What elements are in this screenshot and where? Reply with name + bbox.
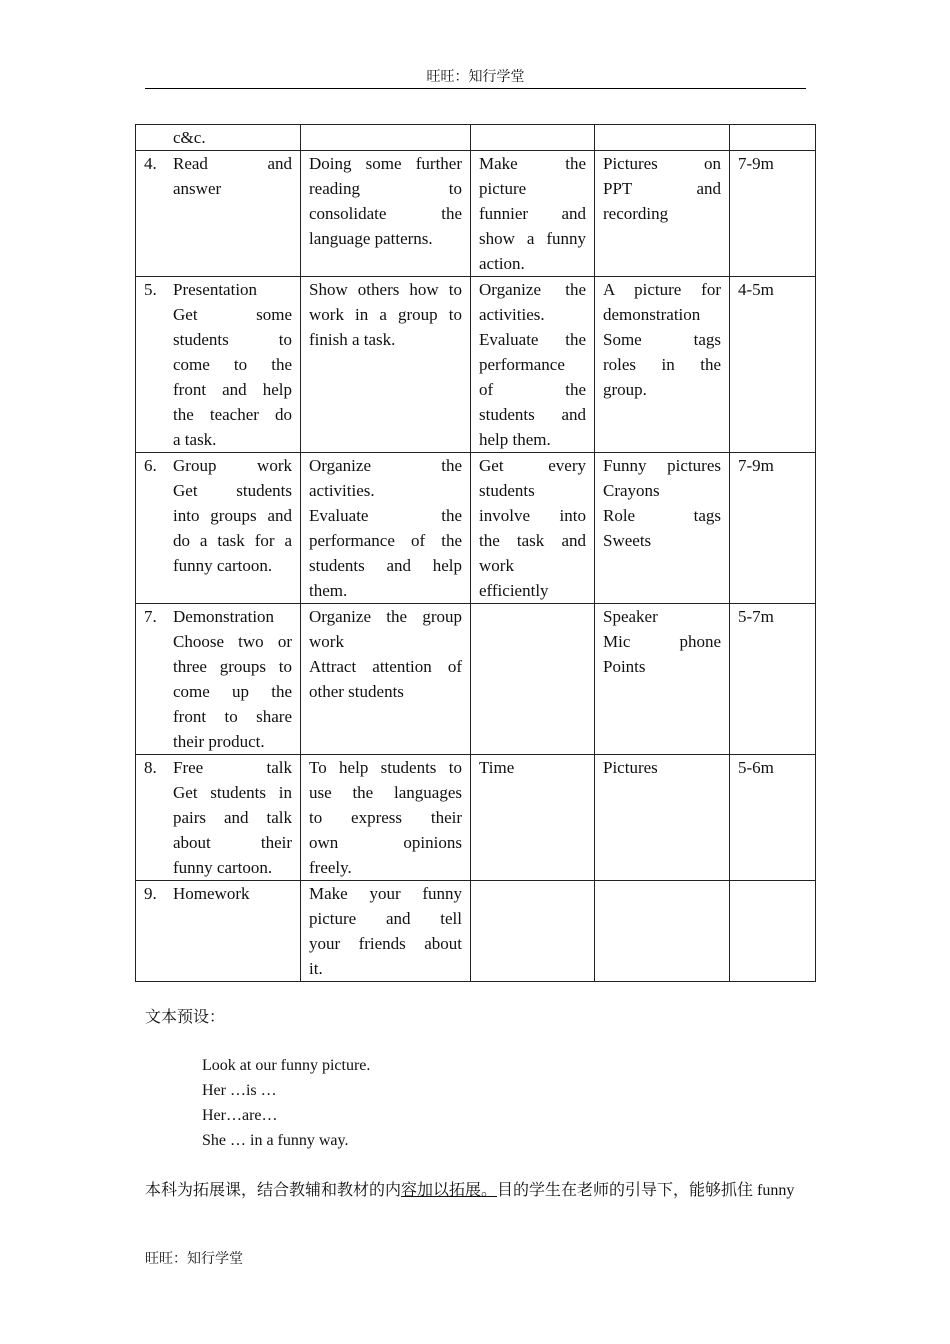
cell-line: Role tags: [603, 506, 721, 525]
cell-line: Evaluate the: [309, 506, 462, 525]
purpose-cell: [471, 277, 595, 453]
cell-line: Free talk: [173, 758, 292, 777]
page-header: 旺旺：知行学堂: [145, 66, 806, 89]
cell-line: pairs and talk: [173, 808, 292, 827]
paragraph-part: 目的学生在老师的引导下，能够抓住 funny: [497, 1182, 795, 1199]
time-cell: 5-7m: [730, 604, 816, 755]
aids-cell: [595, 881, 730, 982]
time-cell: 7-9m: [730, 453, 816, 604]
cell-line: Homework: [173, 884, 250, 903]
cell-line: come up the: [173, 682, 292, 701]
activity-cell: [301, 453, 471, 604]
cell-line: Organize the group: [309, 607, 462, 626]
cell-line: Choose two or: [173, 632, 292, 651]
cell-line: action.: [479, 254, 525, 273]
cell-line: funnier and: [479, 204, 586, 223]
cell-line: Get some: [173, 305, 292, 324]
cell-line: A picture for: [603, 280, 721, 299]
activity-cell: [301, 604, 471, 755]
cell-line: students: [479, 481, 535, 500]
cell-line: Organize the: [309, 456, 462, 475]
table-row: [136, 125, 816, 151]
cell-line: activities.: [309, 481, 375, 500]
cell-line: help them.: [479, 430, 551, 449]
cell-line: roles in the: [603, 355, 721, 374]
time-cell: 4-5m: [730, 277, 816, 453]
cell-line: Doing some further: [309, 154, 462, 173]
step-number: 7.: [144, 607, 157, 626]
table-row: [136, 453, 816, 604]
purpose-cell: [471, 151, 595, 277]
cell-line: a task.: [173, 430, 217, 449]
cell-line: students and help: [309, 556, 462, 575]
body-paragraph: [145, 1177, 807, 1200]
cell-line: Make your funny: [309, 884, 462, 903]
cell-line: use the languages: [309, 783, 462, 802]
aids-cell: [595, 277, 730, 453]
cell-line: work in a group to: [309, 305, 462, 324]
cell-line: Make the: [479, 154, 586, 173]
cell-line: Read and: [173, 154, 292, 173]
cell-line: picture: [479, 179, 527, 198]
cell-line: Pictures on: [603, 154, 721, 173]
cell-line: PPT and: [603, 179, 721, 198]
cell-line: your friends about: [309, 934, 462, 953]
cell-line: work: [309, 632, 344, 651]
cell-line: Presentation: [173, 280, 258, 299]
cell-line: do a task for a: [173, 531, 292, 550]
table-row: [136, 151, 816, 277]
cell-line: reading to: [309, 179, 462, 198]
paragraph-underlined: 容加以拓展。: [401, 1182, 498, 1199]
step-cell: [136, 881, 301, 982]
cell-line: recording: [603, 204, 669, 223]
paragraph-part: 本科为拓展课，结合教辅和教材的内: [145, 1182, 402, 1199]
purpose-cell: [471, 125, 595, 151]
cell-line: group.: [603, 380, 647, 399]
purpose-cell: [471, 755, 595, 881]
sample-line: She … in a funny way.: [202, 1132, 349, 1149]
cell-line: Points: [603, 657, 646, 676]
cell-line: about their: [173, 833, 292, 852]
cell-line: To help students to: [309, 758, 462, 777]
table-row: [136, 755, 816, 881]
step-cell: [136, 125, 301, 151]
sample-line: Her…are…: [202, 1107, 278, 1124]
aids-cell: [595, 604, 730, 755]
time-cell: 5-6m: [730, 755, 816, 881]
step-cell: [136, 277, 301, 453]
purpose-cell: [471, 604, 595, 755]
cell-line: Show others how to: [309, 280, 462, 299]
step-number: 5.: [144, 280, 157, 299]
cell-line: students to: [173, 330, 292, 349]
step-number: 6.: [144, 456, 157, 475]
step-cell: [136, 151, 301, 277]
cell-line: c&c.: [173, 128, 206, 147]
cell-line: into groups and: [173, 506, 292, 525]
cell-line: Sweets: [603, 531, 652, 550]
activity-cell: [301, 277, 471, 453]
time-cell: 7-9m: [730, 151, 816, 277]
cell-line: language patterns.: [309, 229, 433, 248]
step-number: 8.: [144, 758, 157, 777]
sample-text: [202, 1053, 370, 1153]
time-cell: [730, 881, 816, 982]
cell-line: Get students in: [173, 783, 292, 802]
cell-line: them.: [309, 581, 348, 600]
cell-line: three groups to: [173, 657, 292, 676]
cell-line: Crayons: [603, 481, 660, 500]
activity-cell: [301, 125, 471, 151]
step-cell: [136, 604, 301, 755]
cell-line: students and: [479, 405, 586, 424]
cell-line: Demonstration: [173, 607, 275, 626]
cell-line: Group work: [173, 456, 292, 475]
cell-line: Pictures: [603, 758, 658, 777]
aids-cell: [595, 151, 730, 277]
sample-line: Look at our funny picture.: [202, 1057, 371, 1074]
cell-line: funny cartoon.: [173, 858, 273, 877]
cell-line: of the: [479, 380, 586, 399]
cell-line: work: [479, 556, 514, 575]
purpose-cell: [471, 881, 595, 982]
aids-cell: [595, 125, 730, 151]
cell-line: Evaluate the: [479, 330, 586, 349]
table-row: [136, 277, 816, 453]
cell-line: it.: [309, 959, 323, 978]
cell-line: their product.: [173, 732, 265, 751]
cell-line: Organize the: [479, 280, 586, 299]
cell-line: finish a task.: [309, 330, 396, 349]
cell-line: front to share: [173, 707, 292, 726]
table-row: [136, 881, 816, 982]
cell-line: come to the: [173, 355, 292, 374]
cell-line: activities.: [479, 305, 545, 324]
step-number: 4.: [144, 154, 157, 173]
cell-line: Some tags: [603, 330, 721, 349]
cell-line: freely.: [309, 858, 352, 877]
cell-line: performance of the: [309, 531, 462, 550]
cell-line: Funny pictures: [603, 456, 721, 475]
time-cell: [730, 125, 816, 151]
cell-line: picture and tell: [309, 909, 462, 928]
cell-line: own opinions: [309, 833, 462, 852]
table-row: [136, 604, 816, 755]
purpose-cell: [471, 453, 595, 604]
activity-cell: [301, 151, 471, 277]
sample-line: Her …is …: [202, 1082, 277, 1099]
cell-line: front and help: [173, 380, 292, 399]
cell-line: other students: [309, 682, 404, 701]
step-cell: [136, 453, 301, 604]
cell-line: consolidate the: [309, 204, 462, 223]
aids-cell: [595, 453, 730, 604]
cell-line: show a funny: [479, 229, 586, 248]
step-number: 9.: [144, 884, 157, 903]
cell-line: Mic phone: [603, 632, 721, 651]
activity-cell: [301, 755, 471, 881]
lesson-plan-table: [135, 124, 816, 982]
cell-line: performance: [479, 355, 565, 374]
step-cell: [136, 755, 301, 881]
cell-line: efficiently: [479, 581, 549, 600]
section-title: 文本预设：: [145, 1009, 226, 1026]
cell-line: the teacher do: [173, 405, 292, 424]
cell-line: Attract attention of: [309, 657, 462, 676]
cell-line: demonstration: [603, 305, 701, 324]
cell-line: Speaker: [603, 607, 658, 626]
cell-line: Get every: [479, 456, 586, 475]
cell-line: the task and: [479, 531, 586, 550]
cell-line: answer: [173, 179, 222, 198]
cell-line: Time: [479, 758, 515, 777]
cell-line: funny cartoon.: [173, 556, 273, 575]
page-footer: 旺旺：知行学堂: [145, 1252, 243, 1267]
cell-line: to express their: [309, 808, 462, 827]
cell-line: Get students: [173, 481, 292, 500]
cell-line: involve into: [479, 506, 586, 525]
aids-cell: [595, 755, 730, 881]
activity-cell: [301, 881, 471, 982]
